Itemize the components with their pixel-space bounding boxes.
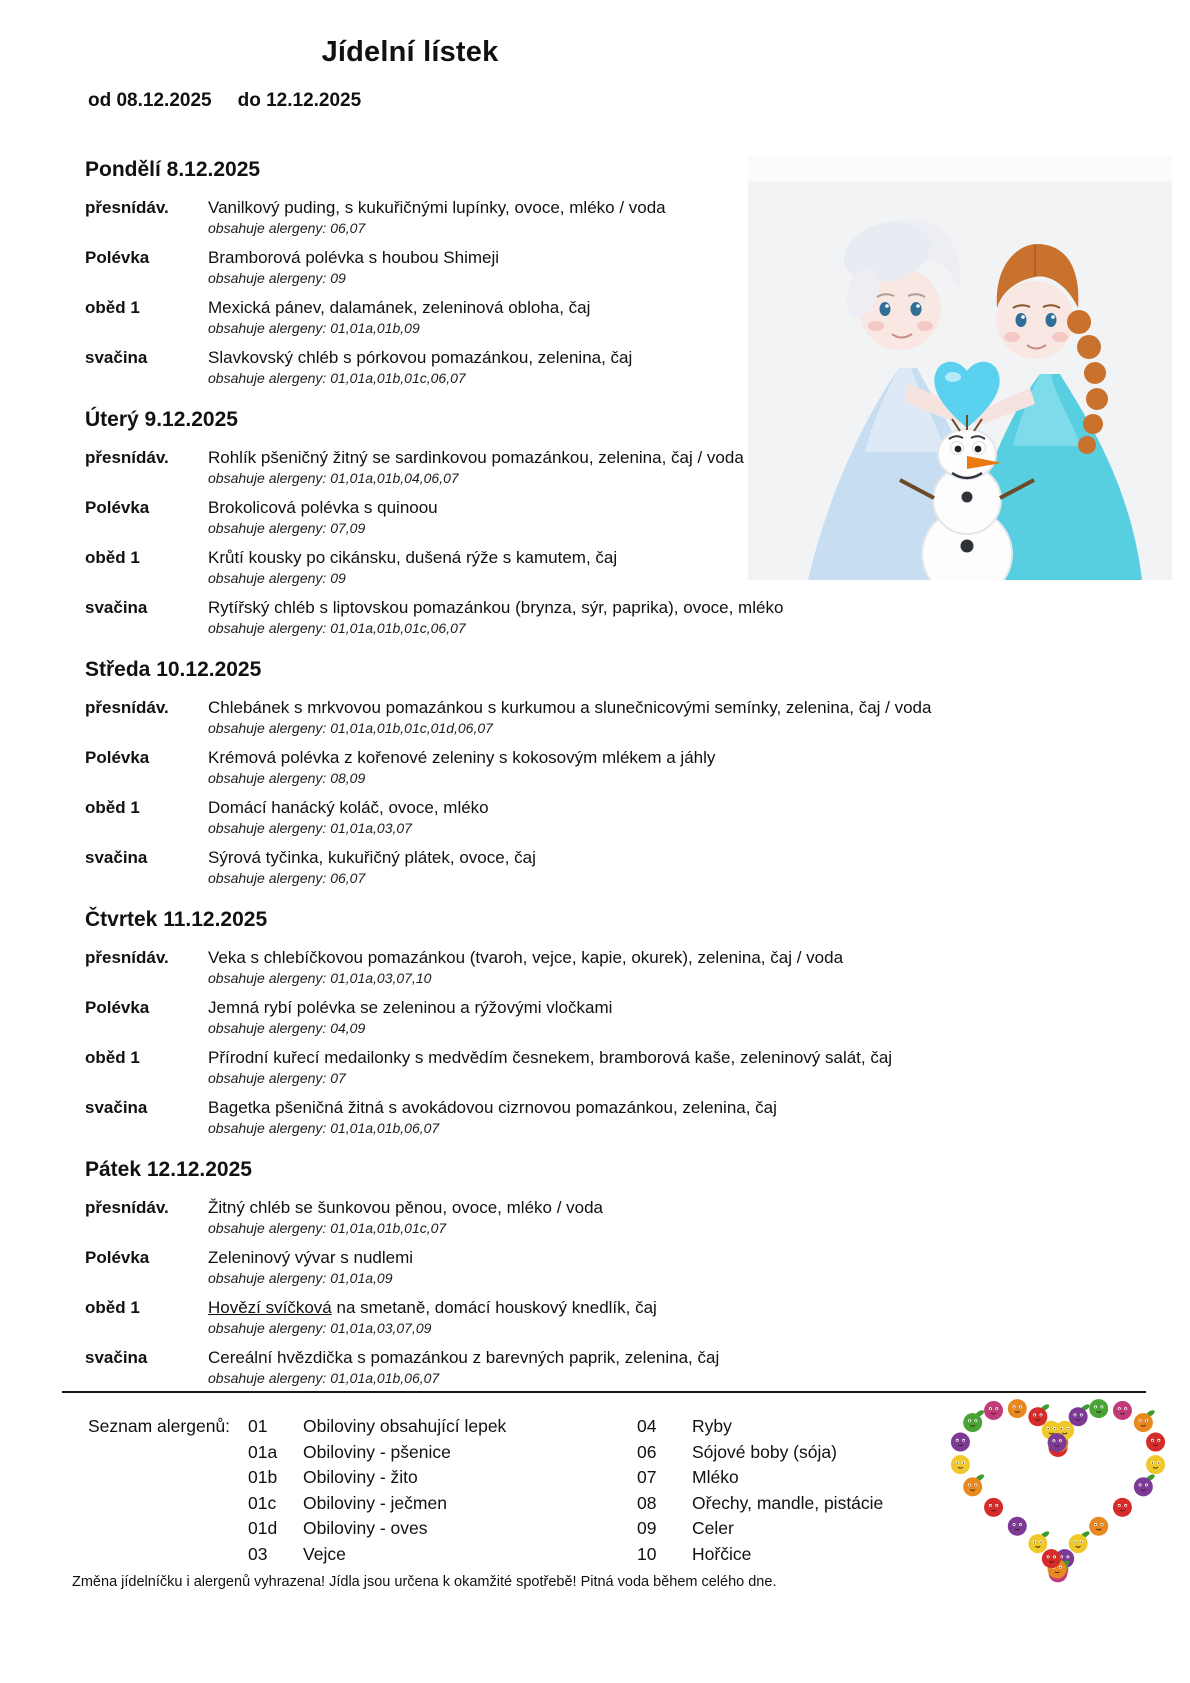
meal-dish: Zeleninový vývar s nudlemi <box>208 1248 414 1267</box>
meal-allergens: obsahuje alergeny: 01,01a,01b,06,07 <box>208 1370 440 1386</box>
meal-dish: Bramborová polévka s houbou Shimeji <box>208 248 500 267</box>
meal-allergens: obsahuje alergeny: 08,09 <box>208 770 366 786</box>
meal-dish-underlined: Hovězí svíčková <box>208 1298 332 1317</box>
meal-dish-line <box>208 697 931 719</box>
meal-body <box>208 347 632 397</box>
meal-dish-line <box>208 447 744 469</box>
day-meals <box>85 1197 1085 1397</box>
meal-row <box>85 497 1085 547</box>
meal-label: oběd 1 <box>85 298 140 317</box>
legend-name: Ryby <box>692 1416 732 1436</box>
meal-label: přesnídáv. <box>85 948 169 967</box>
legend-code: 01d <box>248 1518 278 1539</box>
meal-allergens: obsahuje alergeny: 01,01a,09 <box>208 1270 393 1286</box>
legend-name: Celer <box>692 1518 734 1539</box>
meal-row <box>85 1247 1085 1297</box>
day-title: Úterý 9.12.2025 <box>85 408 238 431</box>
legend-name: Obiloviny - žito <box>303 1467 418 1488</box>
meal-label: svačina <box>85 1348 148 1367</box>
meal-row <box>85 247 1085 297</box>
meal-dish: Bagetka pšeničná žitná s avokádovou cizrnovou pomazánkou, zelenina, čaj <box>208 1098 777 1117</box>
meal-allergens: obsahuje alergeny: 01,01a,03,07 <box>208 820 412 836</box>
legend-code: 06 <box>637 1441 657 1462</box>
meal-label: oběd 1 <box>85 1048 140 1067</box>
meal-dish: Veka s chlebíčkovou pomazánkou (tvaroh, vejce, kapie, okurek), zelenina, čaj / voda <box>208 948 844 967</box>
meal-label: oběd 1 <box>85 1298 140 1317</box>
meal-row <box>85 547 1085 597</box>
day-section <box>85 907 1085 1157</box>
page-title: Jídelní lístek <box>321 36 499 68</box>
legend-name: Obiloviny - ječmen <box>303 1492 447 1513</box>
meal-row <box>85 1197 1085 1247</box>
meal-dish-line <box>208 347 632 369</box>
meal-row <box>85 347 1085 397</box>
legend-row <box>248 1542 506 1568</box>
meal-label: svačina <box>85 348 148 367</box>
meal-dish-line <box>208 547 617 569</box>
meal-label: Polévka <box>85 998 150 1017</box>
meal-dish-line <box>208 297 590 319</box>
meal-body <box>208 247 499 297</box>
wreath-items <box>951 1399 1165 1582</box>
meal-label: svačina <box>85 848 148 867</box>
meal-dish-line <box>208 247 499 269</box>
meal-row <box>85 997 1085 1047</box>
meal-allergens: obsahuje alergeny: 01,01a,01b,01c,07 <box>208 1220 447 1236</box>
meal-allergens: obsahuje alergeny: 06,07 <box>208 870 366 886</box>
meal-body <box>208 547 617 597</box>
meal-row <box>85 197 1085 247</box>
day-title: Pondělí 8.12.2025 <box>85 158 261 181</box>
meal-dish: Krémová polévka z kořenové zeleniny s kokosovým mlékem a jáhly <box>208 748 716 767</box>
meal-dish-line <box>208 1247 413 1269</box>
legend-code: 01 <box>248 1416 268 1436</box>
meal-body <box>208 1097 777 1147</box>
meal-body <box>208 947 843 997</box>
legend-code: 09 <box>637 1518 657 1539</box>
meal-dish-line <box>208 1347 719 1369</box>
meal-body <box>208 1297 657 1347</box>
meal-allergens: obsahuje alergeny: 01,01a,01b,06,07 <box>208 1120 440 1136</box>
meal-label: přesnídáv. <box>85 448 169 467</box>
meal-dish-line <box>208 1197 603 1219</box>
meal-dish-line <box>208 997 612 1019</box>
meal-label: přesnídáv. <box>85 698 169 717</box>
legend-right <box>637 1414 883 1568</box>
meal-row <box>85 1097 1085 1147</box>
meal-dish: Rytířský chléb s liptovskou pomazánkou (brynza, sýr, paprika), ovoce, mléko <box>208 598 784 617</box>
legend-code: 01b <box>248 1467 278 1488</box>
meal-row <box>85 447 1085 497</box>
meal-allergens: obsahuje alergeny: 01,01a,01b,04,06,07 <box>208 470 459 486</box>
meal-row <box>85 947 1085 997</box>
legend-row <box>637 1491 883 1517</box>
meal-allergens: obsahuje alergeny: 01,01a,01b,09 <box>208 320 420 336</box>
legend-row <box>637 1440 883 1466</box>
meal-dish: Slavkovský chléb s pórkovou pomazánkou, zelenina, čaj <box>208 348 633 367</box>
legend-code: 01c <box>248 1492 277 1513</box>
legend-code: 04 <box>637 1416 657 1436</box>
meal-dish-line <box>208 1047 892 1069</box>
meal-body <box>208 447 744 497</box>
meal-label: oběd 1 <box>85 548 140 567</box>
day-meals <box>85 697 1085 897</box>
meal-dish: Vanilkový puding, s kukuřičnými lupínky, ovoce, mléko / voda <box>208 198 666 217</box>
legend-code: 01a <box>248 1441 278 1462</box>
meal-row <box>85 1297 1085 1347</box>
meal-label: svačina <box>85 598 148 617</box>
legend-name: Sójové boby (sója) <box>692 1441 837 1462</box>
day-section <box>85 657 1085 907</box>
meal-dish: Krůtí kousky po cikánsku, dušená rýže s kamutem, čaj <box>208 548 618 567</box>
meal-label: Polévka <box>85 498 150 517</box>
meal-dish: Domácí hanácký koláč, ovoce, mléko <box>208 798 489 817</box>
legend-row <box>248 1414 506 1440</box>
meal-dish-line <box>208 947 843 969</box>
meal-allergens: obsahuje alergeny: 01,01a,01b,01c,06,07 <box>208 620 466 636</box>
meal-body <box>208 597 783 647</box>
day-title: Pátek 12.12.2025 <box>85 1158 252 1181</box>
meal-dish: Přírodní kuřecí medailonky s medvědím česnekem, bramborová kaše, zeleninový salát, čaj <box>208 1048 893 1067</box>
meal-label: svačina <box>85 1098 148 1117</box>
day-section <box>85 407 1085 657</box>
legend-name: Obiloviny - oves <box>303 1518 428 1539</box>
meal-dish: Chlebánek s mrkvovou pomazánkou s kurkumou a slunečnicovými semínky, zelenina, čaj / voda <box>208 698 932 717</box>
meal-body <box>208 847 536 897</box>
meal-dish-line <box>208 1097 777 1119</box>
date-to: do 12.12.2025 <box>237 90 362 111</box>
legend-code: 07 <box>637 1467 657 1488</box>
meal-label: přesnídáv. <box>85 1198 169 1217</box>
meal-dish: Jemná rybí polévka se zeleninou a rýžovými vločkami <box>208 998 613 1017</box>
meal-allergens: obsahuje alergeny: 09 <box>208 270 346 286</box>
day-meals <box>85 447 1085 647</box>
meal-row <box>85 797 1085 847</box>
meal-row <box>85 597 1085 647</box>
legend-name: Hořčice <box>692 1543 752 1564</box>
legend-row <box>248 1516 506 1542</box>
legend-row <box>637 1516 883 1542</box>
meal-dish: Žitný chléb se šunkovou pěnou, ovoce, mléko / voda <box>208 1198 604 1217</box>
meal-body <box>208 197 666 247</box>
meal-allergens: obsahuje alergeny: 01,01a,01b,01c,06,07 <box>208 370 466 386</box>
legend-code: 08 <box>637 1492 657 1513</box>
day-title: Středa 10.12.2025 <box>85 658 262 681</box>
date-range <box>88 90 361 112</box>
legend-name: Obiloviny - pšenice <box>303 1441 451 1462</box>
legend-name: Obiloviny obsahující lepek <box>303 1416 507 1436</box>
legend-code: 03 <box>248 1543 268 1564</box>
meal-body <box>208 997 612 1047</box>
meal-row <box>85 297 1085 347</box>
fruit-heart-wreath <box>950 1396 1170 1590</box>
meal-label: přesnídáv. <box>85 198 169 217</box>
meal-allergens: obsahuje alergeny: 01,01a,03,07,09 <box>208 1320 432 1336</box>
meal-row <box>85 847 1085 897</box>
meal-dish-line <box>208 497 438 519</box>
legend-row <box>248 1465 506 1491</box>
meal-dish-line <box>208 197 666 219</box>
meal-allergens: obsahuje alergeny: 01,01a,01b,01c,01d,06,07 <box>208 720 493 736</box>
meal-allergens: obsahuje alergeny: 07 <box>208 1070 346 1086</box>
meal-allergens: obsahuje alergeny: 07,09 <box>208 520 366 536</box>
meal-body <box>208 497 438 547</box>
meal-dish: na smetaně, domácí houskový knedlík, čaj <box>331 1298 657 1317</box>
meal-allergens: obsahuje alergeny: 04,09 <box>208 1020 366 1036</box>
meal-row <box>85 1047 1085 1097</box>
meal-dish: Mexická pánev, dalamánek, zeleninová obloha, čaj <box>208 298 591 317</box>
meal-dish: Sýrová tyčinka, kukuřičný plátek, ovoce, čaj <box>208 848 536 867</box>
meal-body <box>208 1047 892 1097</box>
meal-body <box>208 1197 603 1247</box>
day-title: Čtvrtek 11.12.2025 <box>85 908 268 931</box>
footer-note: Změna jídelníčku i alergenů vyhrazena! Jídla jsou určena k okamžité spotřebě! Pitná voda během celého dne. <box>72 1574 777 1590</box>
meal-row <box>85 1347 1085 1397</box>
meal-allergens: obsahuje alergeny: 01,01a,03,07,10 <box>208 970 432 986</box>
meal-dish: Brokolicová polévka s quinoou <box>208 498 438 517</box>
legend-row <box>248 1440 506 1466</box>
meal-allergens: obsahuje alergeny: 06,07 <box>208 220 366 236</box>
meal-body <box>208 1347 719 1397</box>
meal-body <box>208 1247 413 1297</box>
day-section <box>85 157 1085 407</box>
meal-dish: Rohlík pšeničný žitný se sardinkovou pomazánkou, zelenina, čaj / voda <box>208 448 744 467</box>
meal-dish-line <box>208 597 783 619</box>
legend-name: Mléko <box>692 1467 739 1488</box>
meal-dish-line <box>208 1297 657 1319</box>
meal-dish: Cereální hvězdička s pomazánkou z barevných paprik, zelenina, čaj <box>208 1348 720 1367</box>
legend-name: Ořechy, mandle, pistácie <box>692 1492 884 1513</box>
legend-heading: Seznam alergenů: <box>88 1416 231 1436</box>
legend-row <box>637 1542 883 1568</box>
meal-body <box>208 297 590 347</box>
legend-code: 10 <box>637 1543 657 1564</box>
meal-body <box>208 797 489 847</box>
meal-body <box>208 747 715 797</box>
legend-row <box>637 1465 883 1491</box>
legend-row <box>248 1491 506 1517</box>
meal-body <box>208 697 931 747</box>
meal-dish-line <box>208 847 536 869</box>
meal-row <box>85 747 1085 797</box>
meal-row <box>85 697 1085 747</box>
meal-dish-line <box>208 747 715 769</box>
meal-dish-line <box>208 797 489 819</box>
day-meals <box>85 947 1085 1147</box>
meal-label: Polévka <box>85 1248 150 1267</box>
date-from: od 08.12.2025 <box>88 90 212 111</box>
meal-allergens: obsahuje alergeny: 09 <box>208 570 346 586</box>
meal-label: oběd 1 <box>85 798 140 817</box>
meal-label: Polévka <box>85 748 150 767</box>
day-section <box>85 1157 1085 1407</box>
day-meals <box>85 197 1085 397</box>
menu-days <box>85 157 1085 1407</box>
legend-left <box>248 1414 506 1568</box>
legend-name: Vejce <box>303 1543 346 1564</box>
meal-label: Polévka <box>85 248 150 267</box>
fruit-heart-graphic <box>950 1396 1170 1590</box>
legend-row <box>637 1414 883 1440</box>
